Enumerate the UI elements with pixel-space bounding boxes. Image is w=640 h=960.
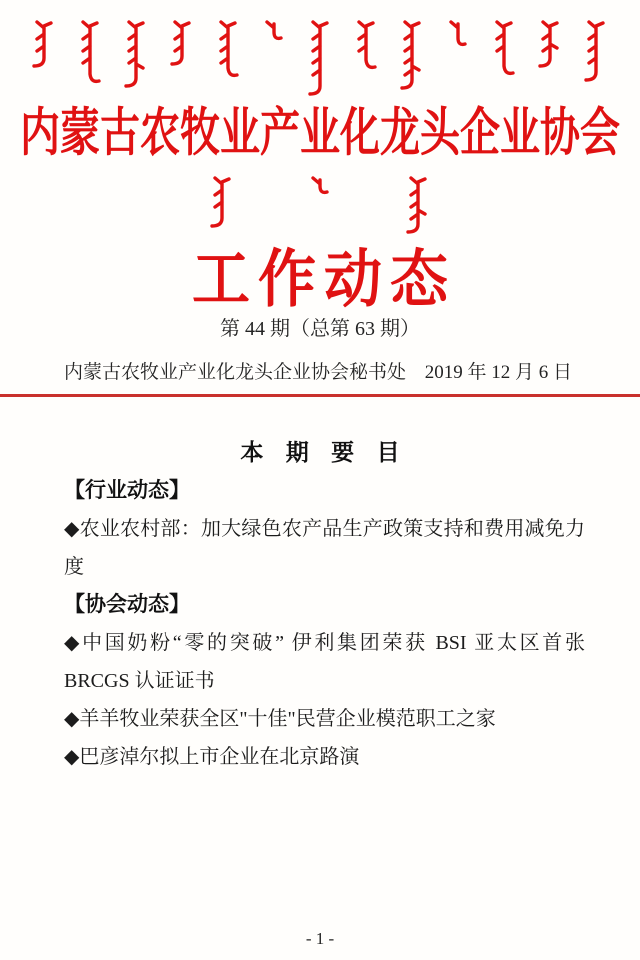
- masthead-rule: [0, 394, 640, 397]
- mongolian-script-row-subtitle: [0, 176, 640, 234]
- mongolian-script-icon: [582, 20, 610, 82]
- mongolian-script-icon: [260, 20, 288, 42]
- mongolian-script-icon: [352, 20, 380, 70]
- mongolian-script-icon: [168, 20, 196, 66]
- mongolian-script-icon: [404, 176, 432, 234]
- publisher-row: [64, 357, 572, 384]
- toc-body: [64, 472, 585, 776]
- mongolian-script-icon: [490, 20, 518, 76]
- toc-heading: 本 期 要 目: [240, 439, 408, 465]
- org-title: 内蒙古农牧业产业化龙头企业协会: [20, 103, 620, 163]
- publisher-name: 内蒙古农牧业产业化龙头企业协会秘书处: [64, 362, 407, 383]
- mongolian-script-icon: [30, 20, 58, 68]
- toc-item-1-1: ◆羊羊牧业荣获全区"十佳"民营企业模范职工之家: [64, 708, 496, 730]
- issue-date: 2019 年 12 月 6 日: [424, 362, 572, 383]
- mongolian-script-icon: [536, 20, 564, 68]
- mongolian-script-icon: [122, 20, 150, 88]
- mongolian-script-row-top: [0, 20, 640, 96]
- toc-section-label-1: 【协会动态】: [64, 593, 190, 616]
- mongolian-script-icon: [444, 20, 472, 48]
- toc-item-1-2: ◆巴彦淖尔拟上市企业在北京路演: [64, 746, 360, 768]
- bulletin-title: 工作动态: [191, 244, 456, 315]
- toc-section-label-0: 【行业动态】: [64, 479, 190, 502]
- page-number: - 1 -: [305, 929, 335, 948]
- mongolian-script-icon: [76, 20, 104, 84]
- mongolian-script-icon: [306, 176, 334, 196]
- mongolian-script-icon: [208, 176, 236, 228]
- toc-item-0-0: ◆农业农村部：加大绿色农产品生产政策支持和费用减免力度: [64, 518, 585, 578]
- mongolian-script-icon: [214, 20, 242, 78]
- issue-number-line: 第 44 期（总第 63 期）: [220, 318, 420, 340]
- mongolian-script-icon: [306, 20, 334, 96]
- toc-item-1-0: ◆中国奶粉“零的突破” 伊利集团荣获 BSI 亚太区首张 BRCGS 认证证书: [64, 632, 585, 692]
- mongolian-script-icon: [398, 20, 426, 90]
